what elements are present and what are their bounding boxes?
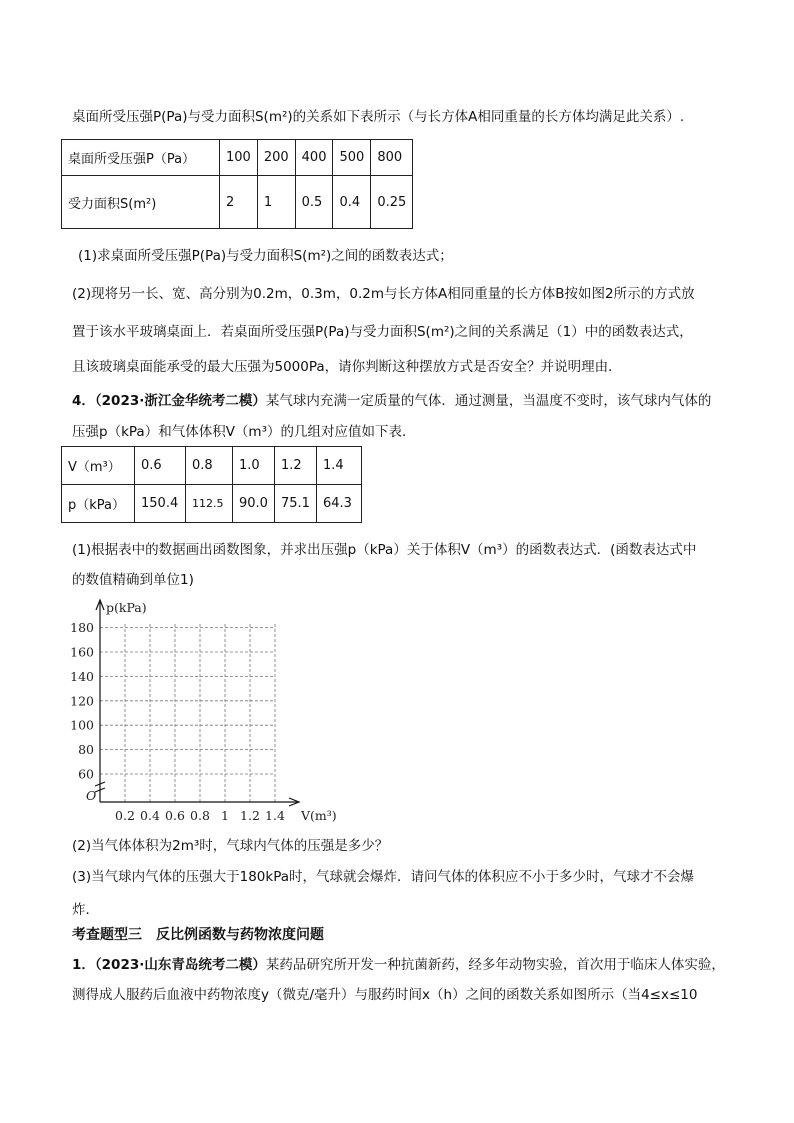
table-cell: 受力面积S(m²) [62, 176, 220, 229]
section-heading: 考查题型三 反比例函数与药物浓度问题 [72, 927, 324, 943]
y-tick-label: 180 [70, 620, 94, 636]
chart-axes [95, 600, 299, 806]
x-tick-label: 0.2 [115, 808, 135, 823]
q3-part2-line3: 且该玻璃桌面能承受的最大压强为5000Pa，请你判断这种摆放方式是否安全？并说明理由． [72, 359, 622, 375]
q3-part2-line2: 置于该水平玻璃桌面上．若桌面所受压强P(Pa)与受力面积S(m²)之间的关系满足（1）中的函数表达式， [72, 324, 693, 340]
x-tick-label: 1.2 [240, 808, 260, 823]
y-tick-label: 120 [70, 693, 94, 709]
x-tick-label: 1 [221, 808, 229, 823]
y-tick-label: 140 [70, 668, 94, 684]
table-cell: 1.2 [275, 447, 317, 485]
table-cell: 100 [220, 140, 258, 176]
table-cell: 90.0 [233, 485, 275, 523]
origin-label: O [86, 788, 97, 803]
table-cell: 0.25 [371, 176, 413, 229]
table-cell: 400 [295, 140, 333, 176]
y-tick-label: 160 [70, 644, 94, 660]
x-axis-label: V(m³) [301, 808, 337, 823]
pressure-area-table [61, 139, 413, 229]
q3-part1: (1)求桌面所受压强P(Pa)与受力面积S(m²)之间的函数表达式； [78, 248, 453, 264]
table-cell: 1.0 [233, 447, 275, 485]
x-tick-label: 0.8 [190, 808, 210, 823]
q4-part3-line1: (3)当气球内气体的压强大于180kPa时，气球就会爆炸．请问气体的体积应不小于多少时，气球才不会爆 [72, 869, 695, 885]
pressure-volume-grid [62, 596, 342, 836]
q4-part2: (2)当气体体积为2m³时，气球内气体的压强是多少？ [72, 838, 389, 854]
q4-source: （2023·浙江金华统考二模） [94, 393, 266, 409]
table-cell: 150.4 [135, 485, 186, 523]
table-cell: 0.6 [135, 447, 186, 485]
x-tick-label: 0.4 [140, 808, 160, 823]
table-row [62, 176, 413, 229]
p1-number: 1． [72, 957, 95, 973]
y-tick-label: 100 [70, 717, 94, 733]
q4-text: 某气球内充满一定质量的气体．通过测量，当温度不变时，该气球内气体的 [265, 393, 712, 409]
table-row [62, 140, 413, 176]
y-tick-label: 80 [78, 742, 94, 758]
y-axis-label: p(kPa) [106, 600, 147, 615]
x-tick-label: 1.4 [265, 808, 285, 823]
chart-ticks [70, 620, 285, 823]
q4-part3-line2: 炸． [72, 902, 99, 918]
table-cell: 桌面所受压强P（Pa） [62, 140, 220, 176]
table-cell: 500 [333, 140, 371, 176]
table-cell: 200 [257, 140, 295, 176]
q3-part2-line1: (2)现将另一长、宽、高分别为0.2m，0.3m，0.2m与长方体A相同重量的长方体B按如图2所示的方式放 [72, 286, 695, 302]
table-cell: 1 [257, 176, 295, 229]
p1-header [72, 956, 725, 974]
q4-line2: 压强p（kPa）和气体体积V（m³）的几组对应值如下表． [72, 424, 416, 440]
q4-part1-line2: 的数值精确到单位1) [72, 572, 194, 588]
p1-line2: 测得成人服药后血液中药物浓度y（微克/毫升）与服药时间x（h）之间的函数关系如图所示（当4≤x≤10 [72, 987, 698, 1003]
table-cell: 112.5 [186, 485, 233, 523]
x-tick-label: 0.6 [165, 808, 185, 823]
intro-line: 桌面所受压强P(Pa)与受力面积S(m²)的关系如下表所示（与长方体A相同重量的长方体均满足此关系）. [72, 109, 685, 125]
q4-number: 4． [72, 393, 95, 409]
table-cell: 64.3 [317, 485, 362, 523]
p1-source: （2023·山东青岛统考二模） [94, 957, 266, 973]
y-tick-label: 60 [78, 766, 94, 782]
table-cell: 0.8 [186, 447, 233, 485]
table-cell: 800 [371, 140, 413, 176]
table-cell: V（m³） [62, 447, 135, 485]
p1-text: 某药品研究所开发一种抗菌新药，经多年动物实验，首次用于临床人体实验， [265, 957, 725, 973]
table-cell: 2 [220, 176, 258, 229]
table-row [62, 485, 362, 523]
table-cell: 0.5 [295, 176, 333, 229]
q4-header [72, 392, 711, 410]
table-cell: 0.4 [333, 176, 371, 229]
chart-grid [100, 624, 275, 802]
table-cell: p（kPa） [62, 485, 135, 523]
table-cell: 75.1 [275, 485, 317, 523]
volume-pressure-table [61, 446, 362, 523]
table-row [62, 447, 362, 485]
table-cell: 1.4 [317, 447, 362, 485]
q4-part1-line1: (1)根据表中的数据画出函数图象，并求出压强p（kPa）关于体积V（m³）的函数表达式．(函数表达式中 [72, 542, 697, 558]
